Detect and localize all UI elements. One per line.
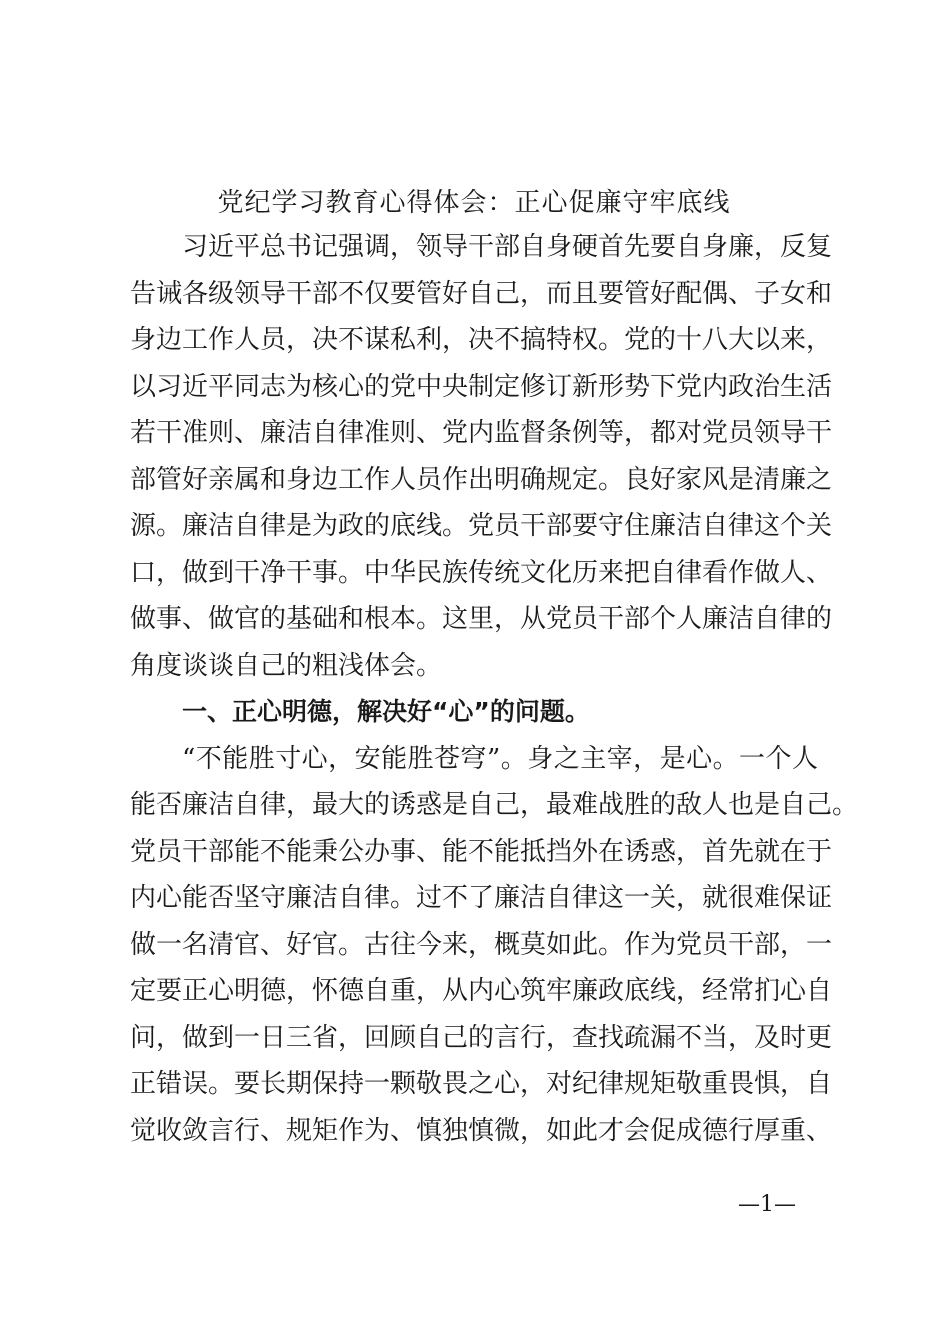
- paragraph-line: 源。廉洁自律是为政的底线。党员干部要守住廉洁自律这个关: [130, 511, 833, 541]
- paragraph-line: 党员干部能不能秉公办事、能不能抵挡外在诱惑，首先就在于: [130, 836, 833, 867]
- paragraph-line: 做事、做官的基础和根本。这里，从党员干部个人廉洁自律的: [130, 604, 833, 634]
- page-number: —1—: [738, 1192, 796, 1217]
- paragraph-line: 若干准则、廉洁自律准则、党内监督条例等，都对党员领导干: [130, 418, 833, 448]
- document-body: [130, 224, 859, 1154]
- paragraph-line: 身边工作人员，决不谋私利，决不搞特权。党的十八大以来，: [130, 325, 833, 355]
- paragraph-line: 告诫各级领导干部不仅要管好自己，而且要管好配偶、子女和: [130, 278, 833, 309]
- paragraph-line: 内心能否坚守廉洁自律。过不了廉洁自律这一关，就很难保证: [130, 883, 833, 913]
- paragraph-line: “不能胜寸心，安能胜苍穹”。身之主宰，是心。一个人: [182, 743, 818, 774]
- paragraph-line: 做一名清官、好官。古往今来，概莫如此。作为党员干部，一: [130, 929, 833, 960]
- paragraph-line: 定要正心明德，怀德自重，从内心筑牢廉政底线，经常扪心自: [130, 976, 833, 1006]
- paragraph-line: 以习近平同志为核心的党中央制定修订新形势下党内政治生活: [130, 371, 833, 402]
- paragraph-line: 角度谈谈自己的粗浅体会。: [130, 650, 443, 681]
- paragraph-line: 觉收敛言行、规矩作为、慎独慎微，如此才会促成德行厚重、: [130, 1115, 833, 1146]
- paragraph-line: 问，做到一日三省，回顾自己的言行，查找疏漏不当，及时更: [130, 1022, 833, 1053]
- paragraph-line: 能否廉洁自律，最大的诱惑是自己，最难战胜的敌人也是自己。: [130, 790, 859, 820]
- paragraph-line: 习近平总书记强调，领导干部自身硬首先要自身廉，反复: [182, 232, 833, 262]
- paragraph-line: 部管好亲属和身边工作人员作出明确规定。良好家风是清廉之: [130, 464, 833, 495]
- section-heading: 一、正心明德，解决好“心”的问题。: [182, 697, 590, 726]
- paragraph-line: 正错误。要长期保持一颗敬畏之心，对纪律规矩敬重畏惧，自: [130, 1069, 833, 1099]
- paragraph-line: 口，做到干净干事。中华民族传统文化历来把自律看作做人、: [130, 557, 833, 588]
- document-title: 党纪学习教育心得体会：正心促廉守牢底线: [217, 188, 731, 218]
